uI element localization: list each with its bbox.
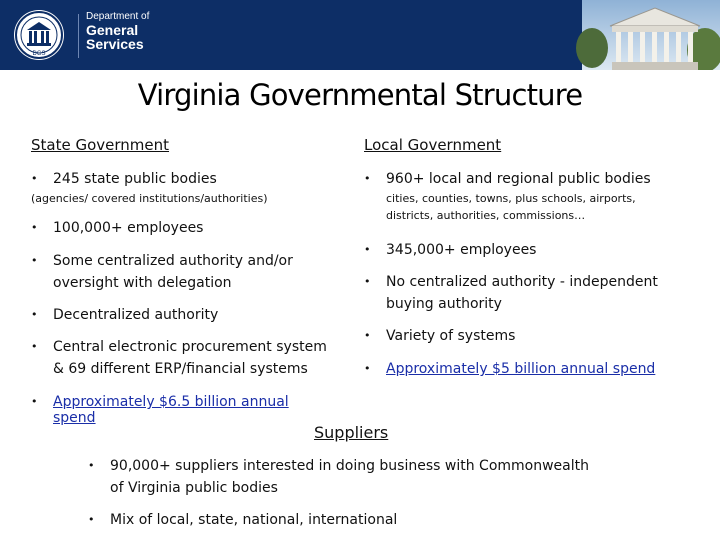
bullet-icon: • (31, 308, 38, 321)
state-bullet-spend (31, 391, 351, 427)
logo-divider (78, 14, 79, 58)
capitol-building-image (570, 0, 720, 70)
bullet-icon: • (31, 254, 38, 267)
state-bullet-1-note: (agencies/ covered institutions/authorities) (31, 192, 268, 205)
local-bullet-employees (364, 239, 714, 261)
local-spend-link[interactable]: Approximately $5 billion annual spend (386, 361, 656, 377)
suppliers-bullet-1-line-2: of Virginia public bodies (110, 480, 278, 496)
slide-title: Virginia Governmental Structure (137, 78, 583, 112)
state-bullet-public-bodies (31, 168, 351, 190)
org-line-2: General (86, 21, 139, 38)
local-bullet-4-text: Variety of systems (386, 328, 516, 344)
header-banner (0, 0, 720, 70)
state-bullet-5-line-2: & 69 different ERP/financial systems (53, 361, 308, 377)
state-bullet-5-line-1: Central electronic procurement system (53, 339, 327, 355)
bullet-icon: • (88, 459, 95, 472)
seal-text: DGS (32, 51, 46, 57)
dgs-wordmark (86, 12, 149, 52)
state-bullet-4-text: Decentralized authority (53, 307, 219, 323)
state-bullet-1-text: 245 state public bodies (53, 171, 217, 187)
state-spend-link-line-2[interactable]: spend (53, 410, 96, 426)
state-bullet-authority (31, 250, 351, 294)
local-note-line-1: cities, counties, towns, plus schools, airports, (386, 192, 636, 205)
dgs-seal-logo (14, 10, 64, 60)
local-bullet-2-text: 345,000+ employees (386, 242, 537, 258)
suppliers-bullet-1-line-1: 90,000+ suppliers interested in doing business with Commonwealth (110, 458, 589, 474)
bullet-icon: • (364, 275, 371, 288)
local-bullet-public-bodies (364, 168, 714, 190)
state-spend-link-line-1[interactable]: Approximately $6.5 billion annual (53, 394, 289, 410)
bullet-icon: • (364, 362, 371, 375)
local-government-heading: Local Government (364, 136, 502, 154)
bullet-icon: • (364, 329, 371, 342)
bullet-icon: • (364, 172, 371, 185)
org-line-1: Department of (86, 11, 150, 22)
bullet-icon: • (31, 221, 38, 234)
bullet-icon: • (364, 243, 371, 256)
state-bullet-employees (31, 217, 351, 239)
bullet-icon: • (31, 172, 38, 185)
suppliers-bullet-2-text: Mix of local, state, national, international (110, 512, 398, 528)
suppliers-heading: Suppliers (314, 423, 389, 442)
local-bullet-1-text: 960+ local and regional public bodies (386, 171, 651, 187)
local-bullet-3-line-2: buying authority (386, 296, 502, 312)
local-bullet-spend (364, 358, 714, 380)
suppliers-bullet-interested (88, 455, 708, 499)
bullet-icon: • (31, 340, 38, 353)
local-bullet-1-note (386, 190, 716, 224)
local-note-line-2: districts, authorities, commissions… (386, 209, 586, 222)
state-bullet-3-line-1: Some centralized authority and/or (53, 253, 293, 269)
local-bullet-systems (364, 325, 714, 347)
state-bullet-decentralized (31, 304, 351, 326)
bullet-icon: • (31, 395, 38, 408)
bullet-icon: • (88, 513, 95, 526)
state-government-heading: State Government (31, 136, 170, 154)
state-bullet-3-line-2: oversight with delegation (53, 275, 232, 291)
local-bullet-3-line-1: No centralized authority - independent (386, 274, 658, 290)
local-bullet-authority (364, 271, 714, 315)
org-line-3: Services (86, 36, 144, 53)
state-bullet-systems (31, 336, 361, 380)
suppliers-bullet-mix (88, 509, 708, 531)
state-bullet-2-text: 100,000+ employees (53, 220, 204, 236)
